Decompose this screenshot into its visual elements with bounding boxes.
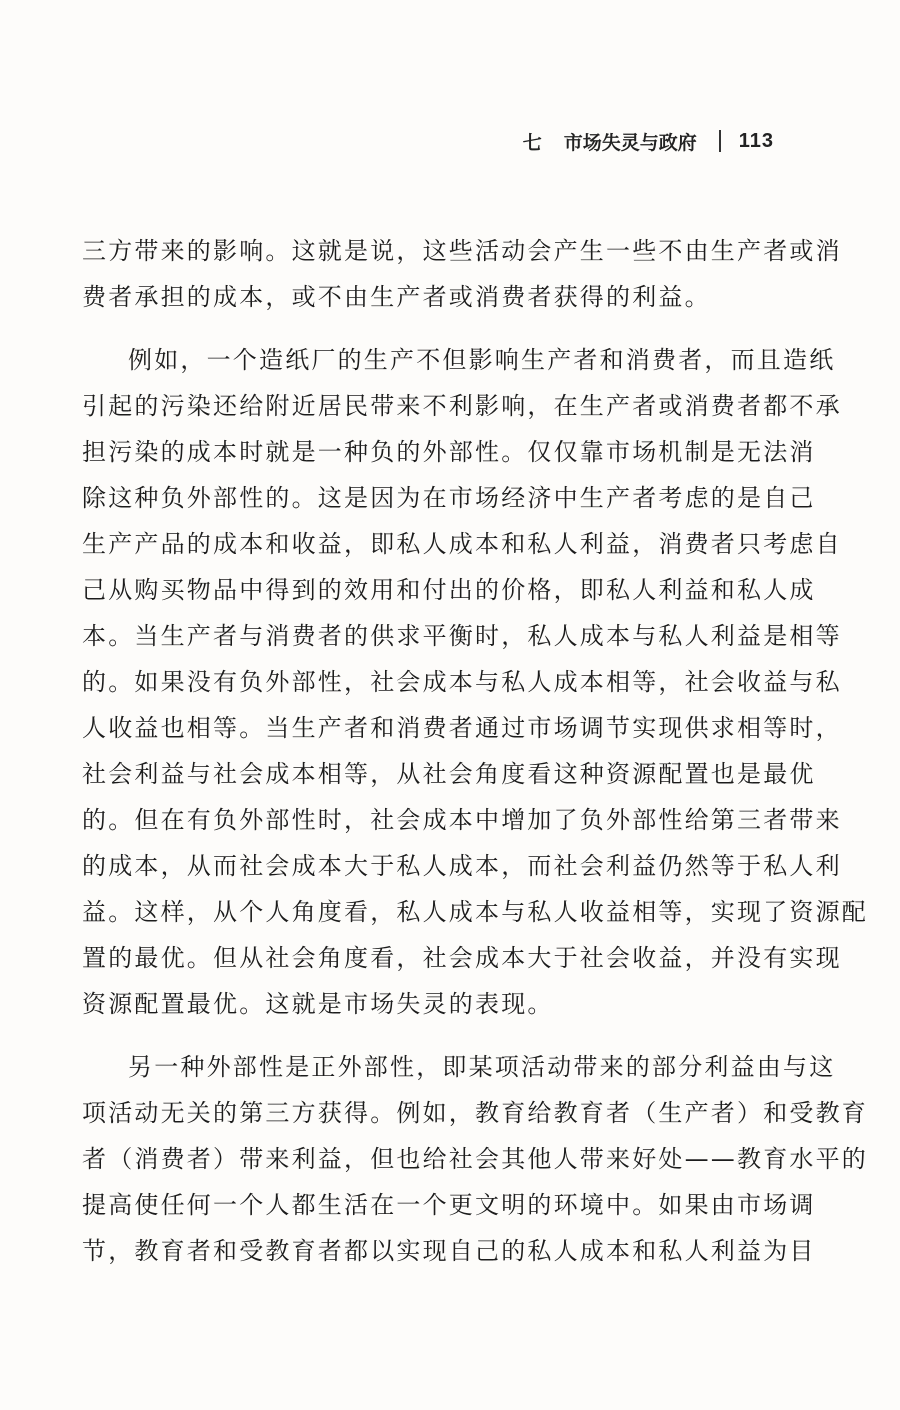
text-line: 担污染的成本时就是一种负的外部性。仅仅靠市场机制是无法消 bbox=[82, 438, 816, 466]
text-line: 项活动无关的第三方获得。例如，教育给教育者（生产者）和受教育 bbox=[82, 1099, 868, 1127]
text-line: 益。这样，从个人角度看，私人成本与私人收益相等，实现了资源配 bbox=[82, 898, 868, 926]
running-header bbox=[523, 124, 774, 158]
text-line: 例如，一个造纸厂的生产不但影响生产者和消费者，而且造纸 bbox=[128, 346, 836, 374]
text-line: 除这种负外部性的。这是因为在市场经济中生产者考虑的是自己 bbox=[82, 484, 816, 512]
text-line: 的。如果没有负外部性，社会成本与私人成本相等，社会收益与私 bbox=[82, 668, 842, 696]
text-line: 资源配置最优。这就是市场失灵的表现。 bbox=[82, 990, 554, 1018]
text-line: 人收益也相等。当生产者和消费者通过市场调节实现供求相等时， bbox=[82, 714, 842, 742]
text-line: 另一种外部性是正外部性，即某项活动带来的部分利益由与这 bbox=[128, 1053, 836, 1081]
chapter-number: 七 bbox=[522, 131, 542, 154]
page-number: 113 bbox=[738, 129, 774, 152]
text-line: 的成本，从而社会成本大于私人成本，而社会利益仍然等于私人利 bbox=[82, 852, 842, 880]
text-line: 引起的污染还给附近居民带来不利影响，在生产者或消费者都不承 bbox=[82, 392, 842, 420]
text-line: 的。但在有负外部性时，社会成本中增加了负外部性给第三者带来 bbox=[82, 806, 842, 834]
text-line: 者（消费者）带来利益，但也给社会其他人带来好处——教育水平的 bbox=[82, 1145, 868, 1173]
text-line: 社会利益与社会成本相等，从社会角度看这种资源配置也是最优 bbox=[82, 760, 816, 788]
text-line: 节，教育者和受教育者都以实现自己的私人成本和私人利益为目 bbox=[82, 1237, 816, 1265]
text-line: 生产产品的成本和收益，即私人成本和私人利益，消费者只考虑自 bbox=[82, 530, 842, 558]
header-divider bbox=[719, 130, 721, 152]
text-line: 费者承担的成本，或不由生产者或消费者获得的利益。 bbox=[82, 283, 711, 311]
body-text bbox=[82, 228, 868, 1274]
text-line: 置的最优。但从社会角度看，社会成本大于社会收益，并没有实现 bbox=[82, 944, 842, 972]
text-line: 己从购买物品中得到的效用和付出的价格，即私人利益和私人成 bbox=[82, 576, 816, 604]
text-line: 本。当生产者与消费者的供求平衡时，私人成本与私人利益是相等 bbox=[82, 622, 842, 650]
text-line: 三方带来的影响。这就是说，这些活动会产生一些不由生产者或消 bbox=[82, 237, 842, 265]
chapter-title: 市场失灵与政府 bbox=[563, 131, 697, 154]
text-line: 提高使任何一个人都生活在一个更文明的环境中。如果由市场调 bbox=[82, 1191, 816, 1219]
